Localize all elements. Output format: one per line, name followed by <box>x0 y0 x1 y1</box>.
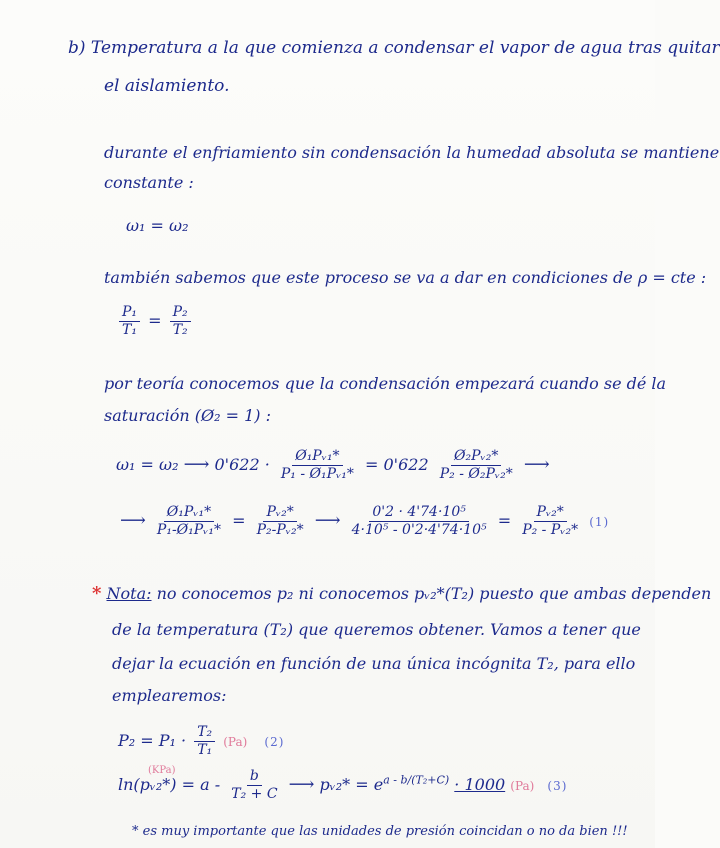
eq1-coef: 0'622 · <box>214 455 270 474</box>
equation-antoine <box>118 765 568 803</box>
section-label: b) <box>68 38 86 58</box>
eq4-unit-top: (KPa) <box>148 765 176 776</box>
eq1-lhs: ω₁ = ω₂ <box>116 455 179 474</box>
eq1-equals: = <box>365 455 379 474</box>
eq2-fraction-3 <box>349 504 490 539</box>
equation-tag-1: (1) <box>589 515 610 529</box>
nota-title: Nota: <box>106 584 152 603</box>
arrow-icon: ⟶ <box>183 454 210 475</box>
eq4-rhs: pᵥ₂* = e <box>319 775 384 794</box>
eq4-exponent: a - b/(T₂+C) <box>383 773 450 787</box>
ratio-right-den: T₂ <box>172 322 188 338</box>
eq4-den: T₂ + C <box>231 786 278 802</box>
equation-humidity-2 <box>120 504 609 539</box>
para3-line-2: saturación (Ø₂ = 1) : <box>104 406 272 425</box>
eq3-lhs: P₂ = P₁ · <box>118 731 187 750</box>
para1-line-1: durante el enfriamiento sin condensación la humedad absoluta se mantiene <box>104 143 720 162</box>
nota-line-4: emplearemos: <box>112 686 227 705</box>
para1-line-2: constante : <box>104 173 194 192</box>
eq4-lhs: ln(pᵥ₂*) = a - <box>118 775 221 794</box>
equation-pressure <box>118 724 284 759</box>
eq3-fraction <box>194 724 215 759</box>
arrow-icon: ⟶ <box>523 454 550 475</box>
equation-tag-3: (3) <box>547 779 568 793</box>
eq2-equals-2: = <box>497 511 512 530</box>
ratio-left-num: P₁ <box>119 304 140 322</box>
ratio-left-den: T₁ <box>122 322 137 338</box>
eq1-f1-num: Ø₁Pᵥ₁* <box>292 448 342 466</box>
eq2-equals: = <box>232 511 246 530</box>
heading-text-1: Temperatura a la que comienza a condensar el vapor de agua tras quitar <box>90 38 720 58</box>
eq3-unit: (Pa) <box>223 735 248 749</box>
arrow-icon: ⟶ <box>314 510 341 531</box>
arrow-icon: ⟶ <box>288 774 315 795</box>
eq4-num: b <box>247 768 262 786</box>
ratio-equals: = <box>148 311 162 330</box>
footer-note: * es muy importante que las unidades de presión coincidan o no da bien !!! <box>132 824 628 839</box>
eq1-f2-num: Ø₂Pᵥ₂* <box>451 448 501 466</box>
eq2-fraction-2 <box>254 504 307 539</box>
eq1-coef-2: 0'622 <box>383 455 429 474</box>
heading-line-1 <box>68 38 720 58</box>
eq4-lhs-wrap <box>118 765 221 795</box>
eq2-f3-den: 4·10⁵ - 0'2·4'74·10⁵ <box>351 522 487 538</box>
eq2-fraction-1 <box>154 504 224 539</box>
eq2-f1-den: P₁-Ø₁Pᵥ₁* <box>156 522 222 538</box>
eq2-f3-num: 0'2 · 4'74·10⁵ <box>369 504 468 522</box>
eq3-den: T₁ <box>197 742 213 758</box>
ratio-right-fraction <box>170 304 191 339</box>
eq2-fraction-4 <box>519 504 581 539</box>
equation-humidity-1 <box>116 448 550 483</box>
eq2-f2-num: Pᵥ₂* <box>263 504 296 522</box>
equation-tag-2: (2) <box>264 735 285 749</box>
para2-text: también sabemos que este proceso se va a dar en condiciones de ρ = cte : <box>104 268 707 287</box>
eq4-fraction <box>228 768 280 803</box>
eq3-num: T₂ <box>194 724 215 742</box>
nota-line-3: dejar la ecuación en función de una única incógnita T₂, para ello <box>112 654 636 673</box>
nota-line-1 <box>92 584 711 604</box>
eq2-f1-num: Ø₁Pᵥ₁* <box>164 504 214 522</box>
arrow-icon: ⟶ <box>120 510 146 531</box>
eq1-fraction-2 <box>437 448 516 483</box>
nota-line-2: de la temperatura (T₂) que queremos obtener. Vamos a tener que <box>112 620 641 639</box>
eq4-multiplier: · 1000 <box>454 775 506 794</box>
eq2-f2-den: P₂-Pᵥ₂* <box>256 522 304 538</box>
asterisk-icon: * <box>92 583 102 604</box>
eq1-fraction-1 <box>278 448 357 483</box>
equation-ratio <box>116 304 194 339</box>
para3-line-1: por teoría conocemos que la condensación empezará cuando se dé la <box>104 374 667 393</box>
ratio-left-fraction <box>119 304 140 339</box>
eq1-f2-den: P₂ - Ø₂Pᵥ₂* <box>439 466 513 482</box>
nota-text-1: no conocemos p₂ ni conocemos pᵥ₂*(T₂) puesto que ambas dependen <box>156 584 712 603</box>
eq1-f1-den: P₁ - Ø₁Pᵥ₁* <box>280 466 354 482</box>
eq2-f4-den: P₂ - Pᵥ₂* <box>522 522 579 538</box>
eq2-f4-num: Pᵥ₂* <box>534 504 567 522</box>
eq4-unit: (Pa) <box>510 779 535 793</box>
equation-omega: ω₁ = ω₂ <box>126 216 189 235</box>
ratio-right-num: P₂ <box>170 304 191 322</box>
heading-line-2: el aislamiento. <box>104 76 230 96</box>
